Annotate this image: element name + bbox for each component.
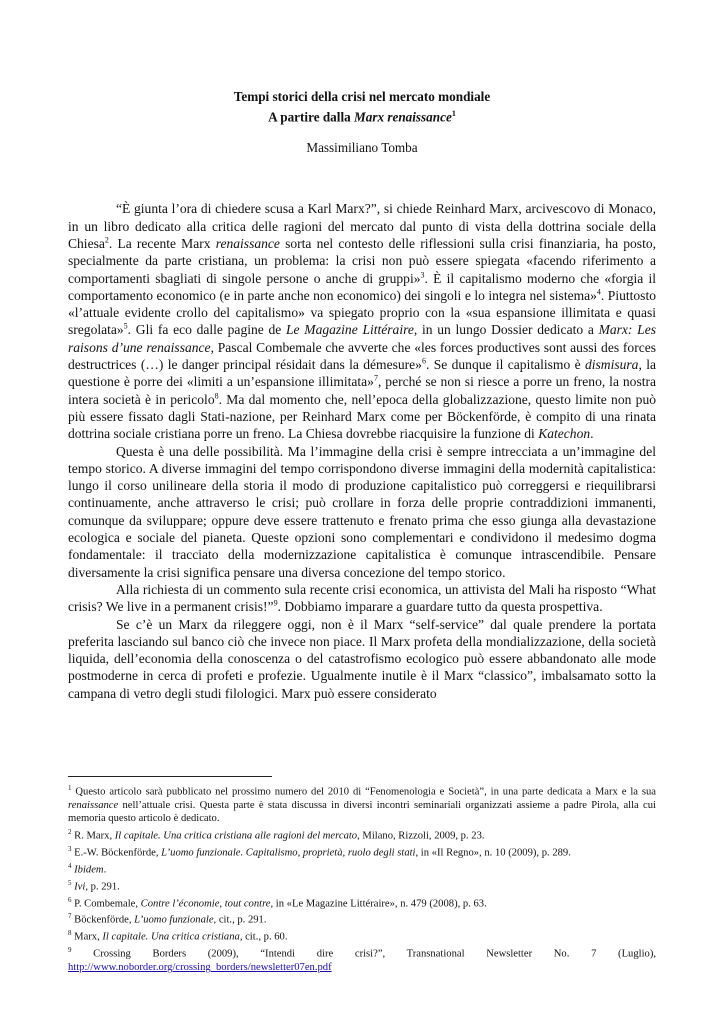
text-run: , cit., p. 291.: [213, 914, 267, 926]
text-run: . Se dunque il capitalismo è: [425, 357, 585, 373]
text-run: Böckenförde,: [71, 914, 135, 926]
text-run: sorta nel contesto delle riflessioni sulla crisi finanziaria, ha posto, specialmente da parte cristiana, un problema: la crisi non può essere spiegata «facendo riferimento a comportamenti sbagliati di singole persone o anche di gruppi»: [68, 235, 657, 286]
italic-text: L’uomo funzionale: [134, 914, 214, 926]
title-line-1: Tempi storici della crisi nel mercato mondiale: [233, 89, 491, 104]
footnote-5: [68, 877, 656, 894]
text-run: . Dobbiamo imparare a guardare tutto da questa prospettiva.: [277, 599, 603, 615]
text-run: , la questione è porre dei «limiti a un’espansione illimitata»: [68, 357, 656, 390]
italic-text: renaissance: [68, 799, 119, 811]
footnote-ref[interactable]: 8: [68, 929, 72, 938]
title-prefix: A partire dalla: [268, 109, 354, 125]
text-run: , p. 291.: [85, 881, 120, 893]
italic-text: Ibidem: [74, 864, 104, 876]
text-run: E.-W. Böckenförde,: [71, 847, 162, 859]
text-run: .: [103, 864, 107, 876]
document-title: [68, 88, 656, 125]
footnote-6: [68, 894, 656, 911]
footnote-1: [68, 782, 656, 826]
text-run: , Pascal Combemale che avverte che «les forces productives sont aussi des forces destructrices (…) le danger principal résidait dans la démesure»: [68, 339, 657, 373]
footnote-9: [68, 944, 656, 974]
italic-text: L’uomo funzionale. Capitalismo, proprietà, ruolo degli stati: [161, 847, 416, 859]
footnote-ref[interactable]: 6: [68, 895, 72, 904]
italic-text: Il capitale. Una critica cristiana alle ragioni del mercato: [114, 830, 358, 842]
italic-text: Marx: Les raisons d’une renaissance: [68, 322, 656, 355]
footnote-link[interactable]: http://www.noborder.org/crossing_borders/newsletter07en.pdf: [68, 962, 332, 974]
text-run: . Piuttosto «l’attuale evidente crollo del capitalismo» va spiegato proprio con la «sua espansione illimitata e quasi sregolata»: [68, 287, 656, 338]
text-run: . Ma dal momento che, nell’epoca della globalizzazione, questo limite non può più essere fissato dagli Stati-nazione, per Reinhard Marx come per Böckenförde, è compito di una rinata dottrina sociale cristiana porre un freno. La Chiesa dovrebbe riacquisire la funzione di: [68, 391, 656, 442]
text-run: Marx,: [71, 931, 103, 943]
text-run: , Milano, Rizzoli, 2009, p. 23.: [357, 830, 485, 842]
title-footnote-ref[interactable]: 1: [451, 109, 456, 118]
footnote-2: [68, 826, 656, 843]
text-run: . Gli fa eco dalle pagine de: [127, 322, 287, 338]
text-run: , in un lungo Dossier dedicato a: [413, 322, 599, 338]
italic-text: Il capitale. Una critica cristiana: [102, 931, 240, 943]
footnote-4: [68, 860, 656, 877]
document-page: [68, 88, 656, 702]
italic-text: dismisura: [585, 357, 639, 373]
footnote-ref[interactable]: 9: [68, 946, 72, 955]
footnote-ref[interactable]: 5: [123, 321, 128, 331]
footnote-ref[interactable]: 1: [68, 784, 72, 792]
italic-text: Le Magazine Littéraire: [286, 322, 414, 338]
footnote-ref[interactable]: 9: [273, 598, 278, 608]
paragraph-1: [68, 200, 656, 442]
text-run: R. Marx,: [71, 830, 115, 842]
text-run: , in «Le Magazine Littéraire», n. 479 (2008), p. 63.: [270, 898, 487, 910]
italic-text: Ivi: [74, 881, 86, 893]
italic-text: Contre l’économie, tout contre: [140, 898, 271, 910]
footnote-ref[interactable]: 5: [68, 878, 72, 887]
footnote-3: [68, 843, 656, 860]
title-line-2: [68, 105, 656, 125]
text-run: Se c’è un Marx da rileggere oggi, non è il Marx “self-service” dal quale prendere la portata preferita lasciando sul banco ciò che invece non piace. Il Marx profeta della mondializzazione, della società liquida, dell’economia della conoscenza o del catastrofismo ecologico può essere abbandonato alle mode postmoderne in cerca di profeti e profezie. Ugualmente inutile è il Marx “classico”, imbalsamato sotto la campana di vetro degli studi filologici. Marx può essere considerato: [68, 616, 656, 701]
article-body: [68, 200, 656, 702]
text-run: , perché se non si riesce a porre un freno, la nostra intera società è in pericolo: [68, 374, 656, 407]
text-run: P. Combemale,: [71, 898, 141, 910]
footnote-8: [68, 927, 656, 944]
text-run: Questa è una delle possibilità. Ma l’immagine della crisi è sempre intrecciata a un’immagine del tempo storico. A diverse immagini del tempo corrispondono diverse immagini della modernità capitalistica: lungo il corso unilineare della storia il modo di produzione capitalistico può correggersi e riequilibrarsi continuamente, anche attraverso le crisi; può crollare in forza delle proprie contraddizioni immanenti, comunque da sviluppare; oppure deve essere trattenuto e frenato prima che esso giunga alla devastazione ecologica e sociale del pianeta. Queste opzioni sono complementari e condividono il medesimo dogma fondamentale: il tracciato della modernizzazione capitalistica è comunque intrascendibile. Pensare diversamente la crisi significa pensare una diversa concezione del tempo storico.: [68, 443, 656, 580]
author-name: Massimiliano Tomba: [306, 140, 418, 156]
text-run: . È il capitalismo moderno che «forgia il comportamento economico (e in parte anche non economico) dei singoli e lo integra nel sistema»: [68, 270, 656, 303]
text-run: .: [590, 426, 594, 442]
text-run: Questo articolo sarà pubblicato nel prossimo numero del 2010 di “Fenomenologia e Società”, in una parte dedicata a Marx e la sua: [71, 786, 656, 798]
text-run: nell’attuale crisi. Questa parte è stata discussa in diversi incontri seminariali organizzati assieme a padre Pirola, alla cui memoria questo articolo è dedicato.: [68, 799, 656, 825]
footnote-ref[interactable]: 8: [214, 391, 219, 401]
footnote-separator: [68, 776, 272, 777]
paragraph-3: [68, 581, 656, 616]
title-italic: Marx renaissance: [354, 109, 452, 125]
text-run: Crossing Borders (2009), “Intendi dire crisi?”, Transnational Newsletter No. 7 (Luglio),: [71, 948, 656, 960]
paragraph-2: [68, 443, 656, 581]
footnote-ref[interactable]: 3: [68, 844, 72, 853]
text-run: , cit., p. 60.: [239, 931, 288, 943]
text-run: . La recente Marx: [108, 235, 216, 251]
footnote-7: [68, 910, 656, 927]
footnote-ref[interactable]: 3: [420, 270, 425, 280]
text-run: , in «Il Regno», n. 10 (2009), p. 289.: [415, 847, 571, 859]
footnote-ref[interactable]: 4: [68, 861, 72, 870]
footnote-ref[interactable]: 2: [104, 235, 109, 245]
italic-text: Katechon: [538, 426, 591, 442]
footnotes: [68, 782, 656, 975]
footnote-ref[interactable]: 2: [68, 827, 72, 836]
footnote-ref[interactable]: 4: [596, 287, 601, 297]
paragraph-4: [68, 616, 656, 702]
footnote-ref[interactable]: 7: [373, 373, 378, 383]
text-run: Alla richiesta di un commento sula recente crisi economica, un attivista del Mali ha risposto “What crisis? We live in a permanent crisis!”: [68, 581, 656, 615]
text-run: “È giunta l’ora di chiedere scusa a Karl Marx?”, si chiede Reinhard Marx, arcivescovo di Monaco, in un libro dedicato alla critica delle ragioni del mercato dal punto di vista della dottrina sociale della Chiesa: [68, 201, 656, 251]
footnote-ref[interactable]: 6: [421, 356, 426, 366]
italic-text: renaissance: [215, 235, 280, 251]
footnote-ref[interactable]: 7: [68, 912, 72, 921]
